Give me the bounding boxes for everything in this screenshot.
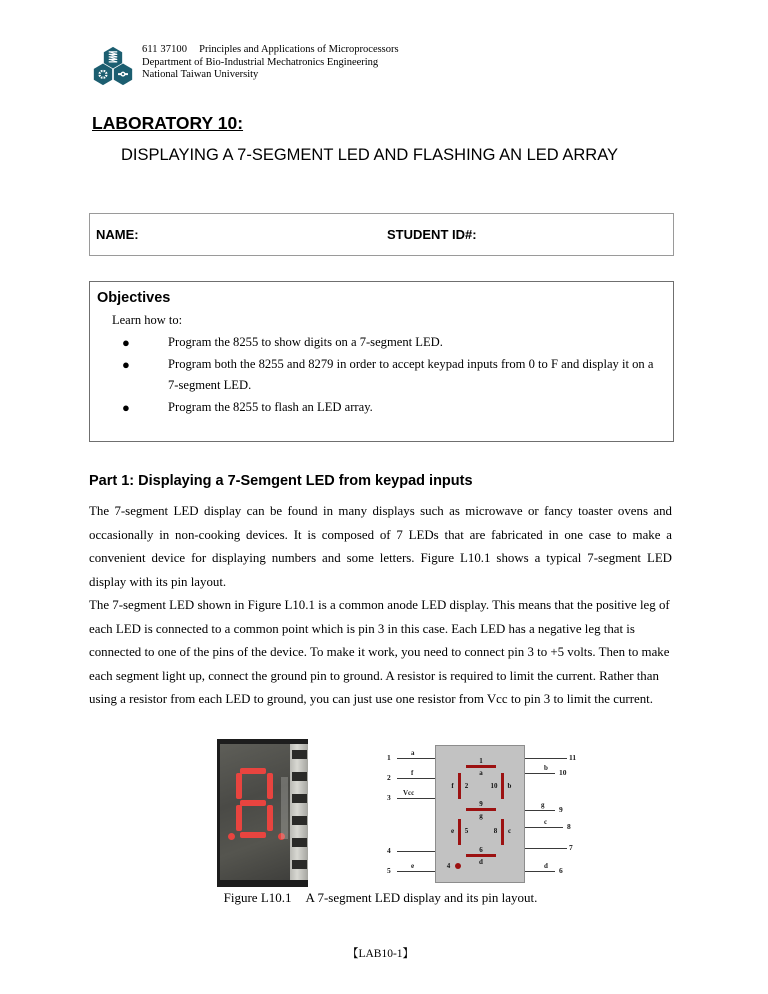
diagram-segment-d-pin: 6 <box>479 846 483 854</box>
photo-segment-b <box>267 773 273 799</box>
lead-left-3 <box>397 798 437 799</box>
pin-number-right-8: 8 <box>567 822 571 831</box>
objective-text: Program the 8255 to show digits on a 7-segment LED. <box>168 335 443 349</box>
diagram-segment-b-letter: b <box>507 782 512 790</box>
pin-number-left-4: 4 <box>387 846 391 855</box>
pin-number-right-9: 9 <box>559 805 563 814</box>
diagram-segment-e-letter: e <box>450 827 455 835</box>
bullet-icon: ● <box>122 399 130 415</box>
lead-right-7 <box>523 848 567 849</box>
course-name: Principles and Applications of Microprocessors <box>199 44 399 55</box>
page-footer: 【LAB10-1】 <box>346 948 415 960</box>
pin-label-right-8: c <box>544 818 548 826</box>
pin-number-left-1: 1 <box>387 753 391 762</box>
diagram-segment-g-pin: 9 <box>479 800 483 808</box>
photo-segment-a <box>240 768 266 774</box>
diagram-segment-e <box>458 819 461 845</box>
diagram-segment-b <box>501 773 504 799</box>
page-title: LABORATORY 10: <box>92 113 244 133</box>
diagram-segment-f <box>458 773 461 799</box>
led-package-body <box>435 745 525 883</box>
led-photo-pins <box>290 744 308 880</box>
objective-text: Program both the 8255 and 8279 in order to accept keypad inputs from 0 to F and display it on a 7-segment LED. <box>168 356 654 392</box>
paragraph-1: The 7-segment LED display can be found in many displays such as microwave or fancy toaster ovens and occasionally in non-cooking devices. It is composed of 7 LEDs that are fabricated in one case to make a convenient device for displaying numbers and some letters. Figure L10.1 shows a typical 7-segment LED display with its pin layout. <box>89 504 672 589</box>
diagram-segment-b-pin: 10 <box>490 782 498 790</box>
lead-left-5 <box>397 871 437 872</box>
pin-number-left-3: 3 <box>387 793 391 802</box>
pin-number-left-2: 2 <box>387 773 391 782</box>
diagram-decimal-point <box>455 863 461 869</box>
diagram-segment-c-letter: c <box>507 827 512 835</box>
pin-label-right-10: b <box>544 764 548 772</box>
objective-text: Program the 8255 to flash an LED array. <box>168 399 373 414</box>
pin-label-right-9: g <box>541 801 545 809</box>
led-photo <box>217 739 308 887</box>
photo-segment-d <box>240 832 266 838</box>
diagram-segment-g <box>466 808 496 811</box>
lead-left-4 <box>397 851 437 852</box>
document-header <box>92 44 399 86</box>
objectives-box <box>89 281 674 442</box>
diagram-decimal-point-pin: 4 <box>446 862 451 870</box>
figure-caption-text: A 7-segment LED display and its pin layout. <box>305 890 538 905</box>
photo-segment-g <box>240 800 266 806</box>
pin-label-left-5: e <box>411 862 415 870</box>
pin-label-left-1: a <box>411 749 415 757</box>
university-logo-icon <box>92 46 134 86</box>
figure-caption-number: Figure L10.1 <box>223 890 292 905</box>
header-department: Department of Bio-Industrial Mechatronics Engineering <box>142 56 379 68</box>
objectives-list <box>112 332 664 418</box>
pin-label-left-3: Vcc <box>403 789 415 797</box>
student-id-field-label: STUDENT ID#: <box>387 227 477 242</box>
figure-l10-1 <box>89 739 672 889</box>
lead-right-9 <box>523 810 555 811</box>
list-item <box>112 332 664 354</box>
diagram-segment-f-letter: f <box>451 782 454 790</box>
figure-caption <box>89 890 672 906</box>
name-field-label: NAME: <box>96 227 139 242</box>
lead-right-11 <box>523 758 567 759</box>
lead-left-1 <box>397 758 437 759</box>
diagram-segment-d-letter: d <box>479 858 483 866</box>
name-student-id-box <box>89 213 674 256</box>
pin-layout-diagram <box>379 741 599 886</box>
pin-label-left-2: f <box>411 769 414 777</box>
diagram-segment-g-letter: g <box>479 812 483 820</box>
page-subtitle: DISPLAYING A 7-SEGMENT LED AND FLASHING AN LED ARRAY <box>121 146 618 164</box>
photo-segment-c <box>267 805 273 831</box>
photo-segment-f <box>236 773 242 799</box>
pin-number-right-11: 11 <box>569 753 577 762</box>
diagram-segment-a-letter: a <box>479 769 483 777</box>
list-item <box>112 397 664 419</box>
list-item <box>112 354 664 397</box>
led-photo-part-marking <box>281 777 288 839</box>
diagram-segment-f-pin: 2 <box>464 782 469 790</box>
bullet-icon: ● <box>122 335 130 350</box>
section-heading-part1: Part 1: Displaying a 7-Semgent LED from keypad inputs <box>89 473 473 489</box>
bullet-icon: ● <box>122 356 130 372</box>
header-university: National Taiwan University <box>142 69 259 81</box>
diagram-segment-c <box>501 819 504 845</box>
pin-label-right-6: d <box>544 862 548 870</box>
diagram-segment-c-pin: 8 <box>493 827 498 835</box>
lead-right-6 <box>523 871 555 872</box>
diagram-segment-a <box>466 765 496 768</box>
pin-number-right-7: 7 <box>569 843 573 852</box>
pin-number-right-10: 10 <box>559 768 567 777</box>
diagram-segment-a-pin: 1 <box>479 757 483 765</box>
objectives-heading: Objectives <box>97 290 171 306</box>
pin-number-right-6: 6 <box>559 866 563 875</box>
lead-right-8 <box>523 827 563 828</box>
header-course-line <box>142 44 399 57</box>
pin-number-left-5: 5 <box>387 866 391 875</box>
objectives-intro: Learn how to: <box>112 313 183 327</box>
lead-right-10 <box>523 773 555 774</box>
diagram-segment-d <box>466 854 496 857</box>
photo-segment-e <box>236 805 242 831</box>
paragraph-2: The 7-segment LED shown in Figure L10.1 is a common anode LED display. This means that the positive leg of each LED is connected to a common point which is pin 3 in this case. Each LED has a negative leg that is connected to one of the pins of the device. To make it work, you need to connect pin 3 to +5 volts. Then to make each segment light up, connect the ground pin to ground. A resistor is required to limit the current. Rather than using a resistor from each LED to ground, you can just use one resistor from Vcc to pin 3 to limit the current. <box>89 598 670 707</box>
photo-dot-left <box>228 833 235 840</box>
diagram-segment-e-pin: 5 <box>464 827 469 835</box>
course-code: 611 37100 <box>142 44 188 55</box>
lead-left-2 <box>397 778 437 779</box>
